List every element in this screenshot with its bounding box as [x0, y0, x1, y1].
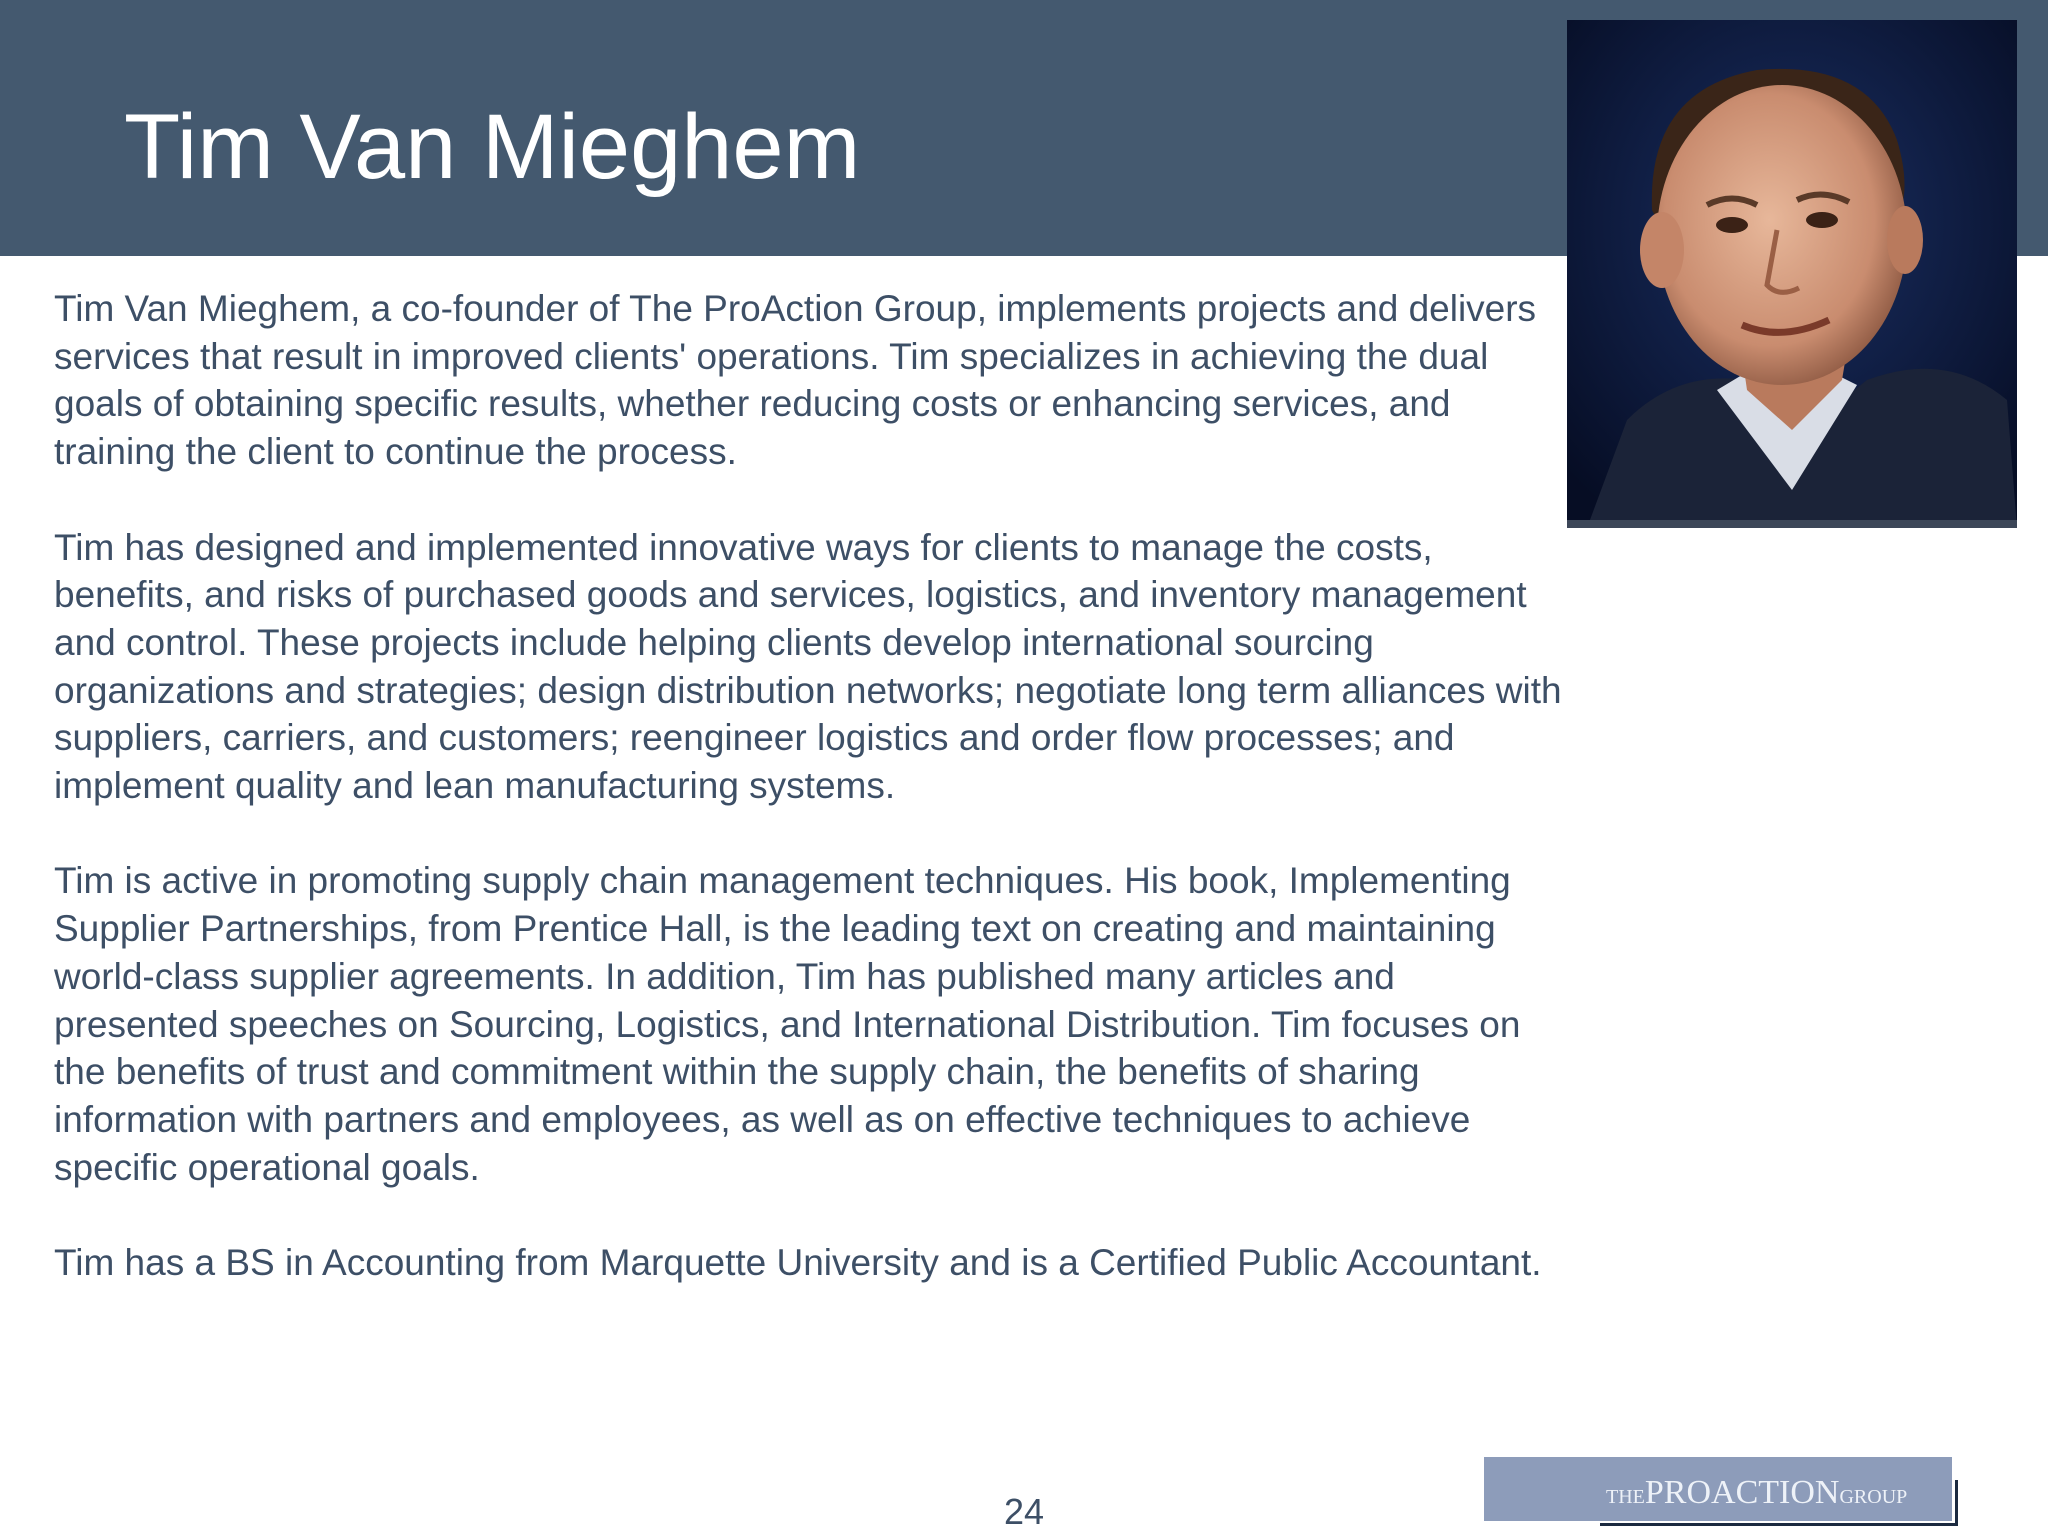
logo-suffix: GROUP — [1839, 1486, 1908, 1508]
bio-paragraph-education: Tim has a BS in Accounting from Marquette University and is a Certified Public Accountant. — [54, 1242, 1542, 1284]
biography-body — [54, 285, 1564, 1334]
logo-main: PROACTION — [1644, 1474, 1840, 1511]
portrait-photo — [1567, 20, 2017, 528]
logo-prefix: THE — [1606, 1486, 1645, 1508]
logo-wordmark — [1606, 1474, 1907, 1512]
page-number: 24 — [1003, 1491, 1045, 1532]
bio-paragraph-publications: Tim is active in promoting supply chain management techniques. His book, Implementing Supplier Partnerships, from Prentice Hall, is the leading text on creating and maintaining world-class supplier agreements. In addition, Tim has published many articles and presented speeches on Sourcing, Logistics, and International Distribution. Tim focuses on the benefits of trust and commitment within the supply chain, the benefits of sharing information with partners and employees, as well as on effective techniques to achieve specific operational goals. — [54, 860, 1521, 1188]
bio-paragraph-intro: Tim Van Mieghem, a co-founder of The ProAction Group, implements projects and delivers services that result in improved clients' operations. Tim specializes in achieving the dual goals of obtaining specific results, whether reducing costs or enhancing services, and training the client to continue the process. — [54, 288, 1537, 473]
bio-paragraph-projects: Tim has designed and implemented innovative ways for clients to manage the costs, benefits, and risks of purchased goods and services, logistics, and inventory management and control. These projects include helping clients develop international sourcing organizations and strategies; design distribution networks; negotiate long term alliances with suppliers, carriers, and customers; reengineer logistics and order flow processes; and implement quality and lean manufacturing systems. — [54, 526, 1562, 807]
slide-title: Tim Van Mieghem — [124, 96, 861, 198]
